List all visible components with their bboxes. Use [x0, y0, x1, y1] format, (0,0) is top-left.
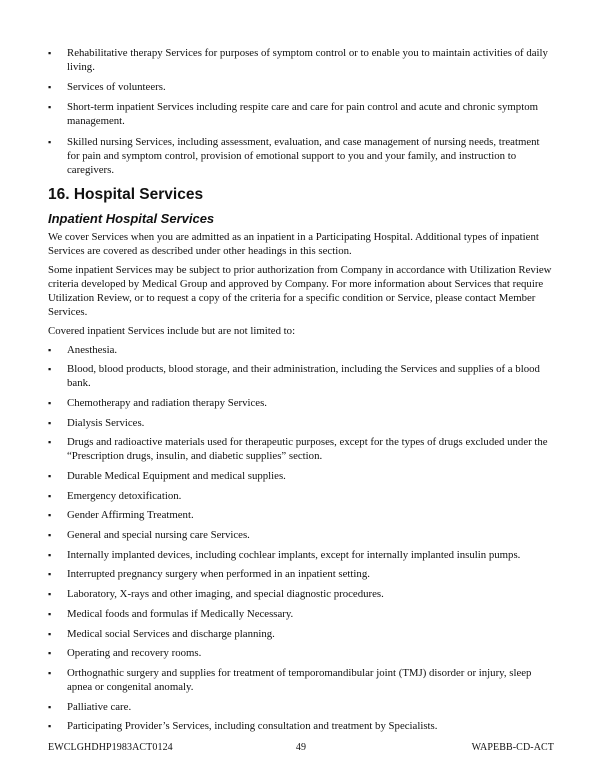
list-item: ▪ Blood, blood products, blood storage, and their administration, including the Services and supplies of a blood bank.: [48, 362, 554, 390]
list-item: ▪ Emergency detoxification.: [48, 489, 554, 503]
document-code: EWCLGHDHP1983ACT0124: [48, 742, 173, 753]
paragraph: Some inpatient Services may be subject to prior authorization from Company in accordance with Utilization Review criteria developed by Medical Group and approved by Company. For more information about Services that require Utilization Review, or to request a copy of the criteria for a specific condition or Service, please contact Member Services.: [48, 263, 552, 318]
page-number: 49: [295, 742, 307, 753]
list-item: ▪ Gender Affirming Treatment.: [48, 508, 554, 522]
list-item: ▪ Chemotherapy and radiation therapy Services.: [48, 396, 554, 410]
list-item: ▪ Drugs and radioactive materials used for therapeutic purposes, except for the types of drugs excluded under the “Prescription drugs, insulin, and diabetic supplies” section.: [48, 435, 554, 463]
list-item: ▪ Interrupted pregnancy surgery when performed in an inpatient setting.: [48, 567, 554, 581]
list-item: ▪ Palliative care.: [48, 700, 554, 714]
list-item: ▪ Rehabilitative therapy Services for purposes of symptom control or to enable you to maintain activities of daily living.: [48, 46, 554, 74]
page-content: [48, 46, 554, 739]
list-item: ▪ Laboratory, X-rays and other imaging, and special diagnostic procedures.: [48, 587, 554, 601]
subsection-title: Inpatient Hospital Services: [48, 210, 215, 226]
paragraph: We cover Services when you are admitted as an inpatient in a Participating Hospital. Additional types of inpatient Services are covered as described under other headings in this section.: [48, 230, 539, 257]
list-item: ▪ Dialysis Services.: [48, 416, 554, 430]
list-item: ▪ General and special nursing care Services.: [48, 528, 554, 542]
paragraph: Covered inpatient Services include but are not limited to:: [48, 324, 296, 337]
list-item: ▪ Skilled nursing Services, including assessment, evaluation, and case management of nursing needs, treatment for pain and symptom control, provision of emotional support to you and your family, and instruction to caregivers.: [48, 135, 554, 177]
hospice-services-list: [48, 46, 554, 177]
list-item: ▪ Medical social Services and discharge planning.: [48, 627, 554, 641]
list-item: ▪ Participating Provider’s Services, including consultation and treatment by Specialists.: [48, 719, 554, 733]
list-item: ▪ Short-term inpatient Services including respite care and care for pain control and acute and chronic symptom management.: [48, 100, 554, 128]
list-item: ▪ Durable Medical Equipment and medical supplies.: [48, 469, 554, 483]
list-item: ▪ Operating and recovery rooms.: [48, 646, 554, 660]
inpatient-services-list: [48, 343, 554, 734]
list-item: ▪ Medical foods and formulas if Medically Necessary.: [48, 607, 554, 621]
list-item: ▪ Services of volunteers.: [48, 80, 554, 94]
section-title: 16. Hospital Services: [48, 185, 204, 203]
plan-code: WAPEBB-CD-ACT: [471, 742, 554, 753]
list-item: ▪ Orthognathic surgery and supplies for treatment of temporomandibular joint (TMJ) disorder or injury, sleep apnea or congenital anomaly.: [48, 666, 554, 694]
list-item: ▪ Anesthesia.: [48, 343, 554, 357]
list-item: ▪ Internally implanted devices, including cochlear implants, except for internally implanted insulin pumps.: [48, 548, 554, 562]
